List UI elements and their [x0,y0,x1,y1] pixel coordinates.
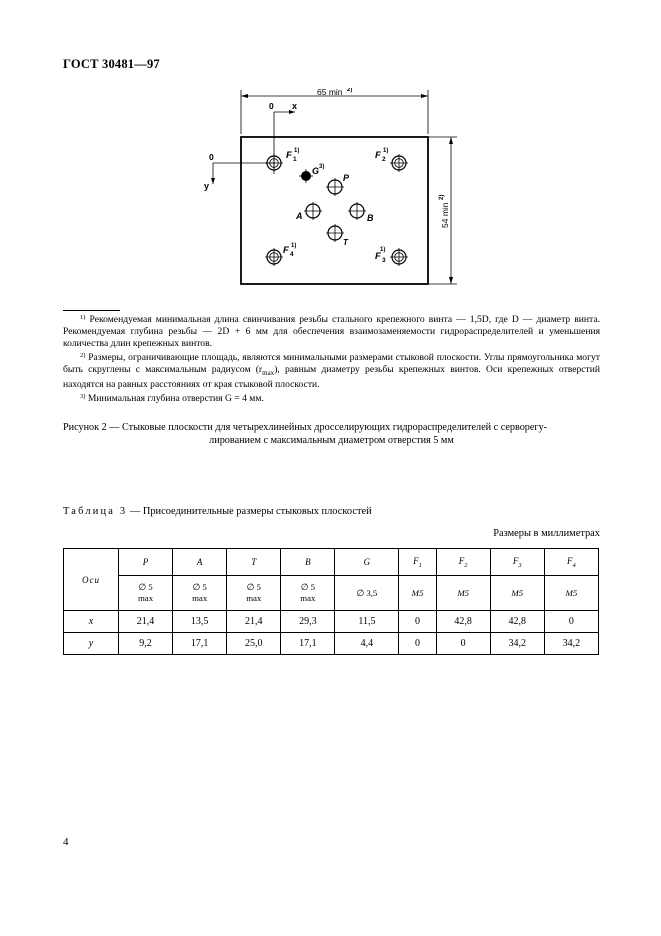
col-header-P: P [119,549,173,576]
col-header-T: T [227,549,281,576]
footnote-2-mark: 2) [80,352,86,359]
hole-F4 [265,248,283,266]
col-header-A: A [173,549,227,576]
footnote-2-text-a: Размеры, ограничивающие площадь, являются минимальными размерами стыковой плоскости. Углы прямоугольника могут быть скруглены с максимальным радиусом (r [63,352,600,375]
label-F1-sub: 1 [293,156,297,163]
page-number: 4 [63,836,69,848]
table-cell: 42,8 [490,611,544,633]
footnote-1-mark: 1) [80,314,86,321]
table-cell: 11,5 [335,611,399,633]
footnote-2 [63,350,600,391]
hole-F3 [390,248,408,266]
x-axis-label: x [292,101,298,111]
spec-cell: ∅ 5 max [173,576,227,611]
hole-F1 [265,154,283,172]
spec-cell: ∅ 5 max [119,576,173,611]
table-cell: 42,8 [436,611,490,633]
label-P: P [343,173,350,183]
spec-cell: M5 [544,576,598,611]
footnote-3-mark: 3) [80,392,86,400]
label-G-note: 3) [319,164,325,170]
table-cell: 29,3 [281,611,335,633]
table-units: Размеры в миллиметрах [493,528,600,539]
table-cell: 34,2 [490,633,544,655]
col-header-G: G [335,549,399,576]
figure-caption [63,421,600,447]
label-T: T [343,238,348,247]
table-title-text: — Присоединительные размеры стыковых плоскостей [127,506,372,517]
label-B: B [367,213,374,223]
footnote-1 [63,312,600,350]
table-cell: 34,2 [544,633,598,655]
spec-cell: M5 [399,576,436,611]
table-cell: 0 [436,633,490,655]
footnote-2-sub: max [262,368,275,377]
table-cell: 13,5 [173,611,227,633]
mounting-surface-figure [195,88,475,298]
footnote-2-text-b: ), равным диаметру резьбы крепежных винтов. Оси крепежных отверстий находятся на равных расстояниях от края стыковой плоскости. [63,364,601,390]
spec-cell: ∅ 5 max [281,576,335,611]
dim-height-label: 54 min [440,202,450,228]
table-spec-row [64,576,599,611]
dim-width-note: 2) [347,88,353,93]
table-cell: 0 [399,611,436,633]
row-axis-label: y [64,633,119,655]
spec-cell: ∅ 3,5 [335,576,399,611]
table-cell: 0 [544,611,598,633]
table-cell: 21,4 [119,611,173,633]
dim-height-note: 2) [439,194,445,200]
hole-P [326,178,344,196]
footnote-3-text: Минимальная глубина отверстия G = 4 мм. [87,392,264,404]
table-cell: 9,2 [119,633,173,655]
footnote-divider [63,310,120,311]
label-A: A [296,211,303,221]
spec-cell: ∅ 5 max [227,576,281,611]
label-F1-note: 1) [294,148,300,154]
table-cell: 4,4 [335,633,399,655]
footnote-3 [63,391,600,405]
table-cell: 25,0 [227,633,281,655]
label-F1: F [286,150,292,161]
table-cell: 17,1 [173,633,227,655]
hole-G [299,169,313,183]
axis-header-cell: Оси [64,549,119,611]
y-axis-label: y [204,181,210,191]
table-cell: 21,4 [227,611,281,633]
label-F2-sub: 2 [382,156,386,163]
label-F3: F [375,251,381,262]
table-label: Таблица 3 [63,506,128,517]
dim-width-label: 65 min [317,88,343,97]
table-row-x [64,611,599,633]
label-F4-note: 1) [291,243,297,249]
hole-F2 [390,154,408,172]
hole-T [326,224,344,242]
x-axis-origin-label: 0 [269,101,274,111]
table-header-row [64,549,599,576]
hole-B [348,202,366,220]
footnote-1-text: Рекомендуемая минимальная длина свинчивания резьбы стального крепежного винта — 1,5D, где D — диаметр винта. Рекомендуемая глубина резьбы — 2D + 6 мм для обеспечения взаимозаменяемости гидрораспределителей и уменьшения количества длин крепежных винтов. [63,314,600,349]
label-G: G [312,166,320,176]
label-F3-sub: 3 [382,257,386,264]
col-header-B: B [281,549,335,576]
footnotes [63,312,600,405]
hole-A [304,202,322,220]
figure-caption-line-2: лированием с максимальным диаметром отверстия 5 мм [209,435,454,446]
dimensions-table [63,548,599,655]
table-cell: 0 [399,633,436,655]
table-cell: 17,1 [281,633,335,655]
row-axis-label: x [64,611,119,633]
y-axis-arrow [211,178,215,184]
col-header-F2: $F_2$ [436,549,490,576]
label-F3-note: 1) [380,247,386,253]
col-header-F3: $F_3$ [490,549,544,576]
label-F4: F [283,245,289,256]
label-F2: F [375,150,381,161]
col-header-F4: $F_4$ [544,549,598,576]
label-F4-sub: 4 [290,251,294,258]
document-header: ГОСТ 30481—97 [63,57,160,71]
spec-cell: M5 [436,576,490,611]
figure-caption-line-1: Рисунок 2 — Стыковые плоскости для четырехлинейных дросселирующих гидрораспределителей с серворегу- [63,422,548,433]
col-header-F1: $F_1$ [399,549,436,576]
label-F2-note: 1) [383,148,389,154]
spec-cell: M5 [490,576,544,611]
y-axis-origin-label: 0 [209,152,214,162]
table-title [63,506,372,517]
table-row-y [64,633,599,655]
